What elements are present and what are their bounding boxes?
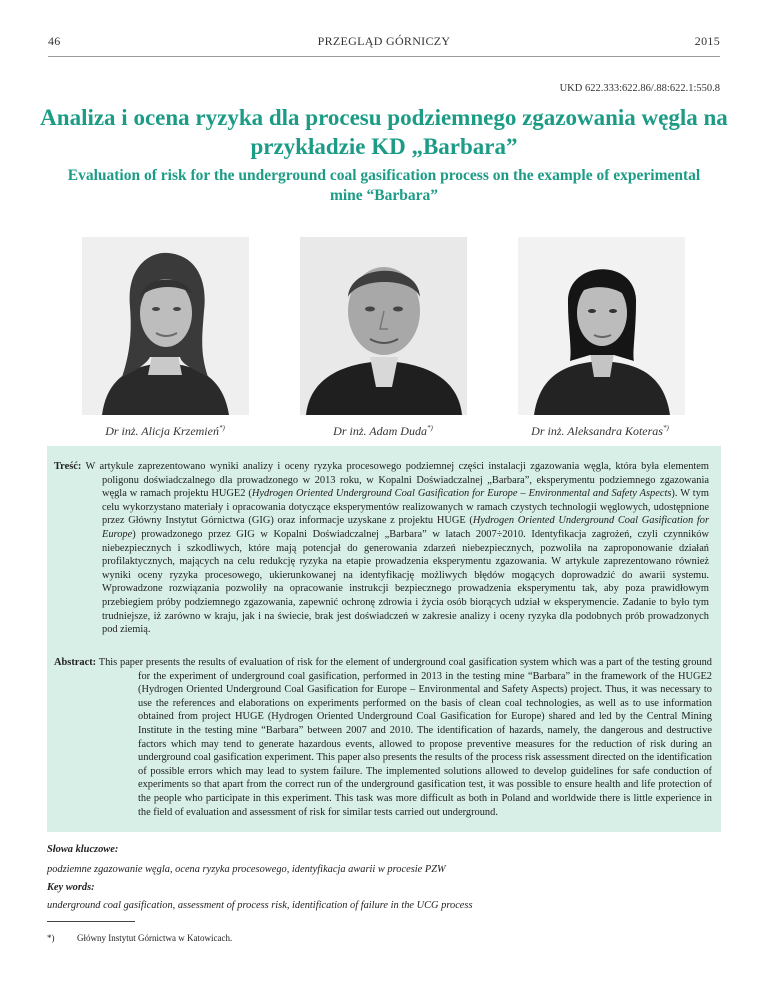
tresc-label: Treść: [54, 461, 82, 472]
affiliation-mark: *) [218, 424, 225, 432]
tresc-text-c: ) prowadzonego przez GIG w Kopalni Doświadczalnej „Barbara” w latach 2007÷2010. Identyfikacja zagrożeń, czyli czynników niebezpiecznych i szkodliwych, które mają potencjał do generowania zdarzeń niebezpiecznych, pozwoliła na zaproponowanie działań profilaktycznych, mających na celu redukcję ryzyka na etapie prowadzenia eksperymentu zgazowania. W artykule zaprezentowano również wyniki oceny ryzyka procesowego, ukierunkowanej na identyfikację możliwych błędów mogących doprowadzić do awarii systemu. Wprowadzone rozwiązania pozwoliły na opracowanie instrukcji bezpiecznego prowadzenia eksperymentu tak, aby poza prawidłowym przebiegiem próby podziemnego zgazowania, zapewnić ochronę zdrowia i życia osób biorących udział w eksperymencie. Zadanie to było tym trudniejsze, iż zarówno w kraju, jak i na świecie, brak jest doświadczeń w zakresie analizy i oceny ryzyka dla podobnych prób prowadzonych pod ziemią. [102, 528, 709, 636]
portrait-woman-1-image [82, 237, 249, 415]
journal-name: PRZEGLĄD GÓRNICZY [317, 34, 451, 48]
journal-year: 2015 [694, 34, 720, 48]
keywords-en-text: underground coal gasification, assessment of process risk, identification of failure in the UCG process [47, 900, 473, 911]
author-photo-duda [300, 237, 467, 415]
tresc-paragraph [54, 460, 709, 637]
tresc-text-a: W artykule zaprezentowano wyniki analizy i oceny ryzyka procesowego podziemnej części instalacji zgazowania węgla, która była elementem poligonu doświadczalnego dla prowadzonego w 2013 roku, w Kopalni Doświadczalnej „Barbara”, eksperymentu podziemnego zgazowania węgla w ramach projektu HUGE2 ( [81, 461, 709, 500]
tresc-italic-b: Hydrogen Oriented Underground Coal Gasification for Europe [102, 515, 709, 540]
ukd-code: UKD 622.333:622.86/.88:622.1:550.8 [559, 83, 720, 94]
footnote-mark: *) [47, 933, 55, 943]
footnote-rule [47, 921, 135, 922]
keywords-en-label: Key words: [47, 882, 95, 893]
keywords-pl-text: podziemne zgazowanie węgla, ocena ryzyka procesowego, identyfikacja awarii w procesie PZW [47, 864, 446, 875]
title-english: Evaluation of risk for the underground coal gasification process on the example of experimental mine “Barbara” [67, 167, 701, 204]
affiliation-mark: *) [426, 424, 433, 432]
abstract-label: Abstract: [54, 657, 97, 668]
page-number: 46 [48, 34, 61, 48]
abstract-text: This paper presents the results of evaluation of risk for the element of underground coal gasification system which was a part of the testing ground for the experiment of underground coal gasification, performed in 2013 in the testing mine “Barbara” in the framework of the HUGE2 (Hydrogen Oriented Underground Coal Gasification for Europe – Environmental and Safety Aspects) project. Thus, it was necessary to use the references and elaborations on experiments performed on the basis of clean coal technologies, as well as to use information obtained from project HUGE (Hydrogen Oriented Underground Coal Gasification for Europe) shared and led by the Central Mining Institute in the testing mine “Barbara” between 2007 and 2010. The identification of hazards, namely, the dangerous and destructive factors which may tend to generate hazardous events, allowed to propose preventive measures for the reduction of risk during an underground coal gasification experiment. This paper also presents the results of the process risk assessment directed on the identification of possible errors which may lead to system failure. The implemented solutions allowed to develop guidelines for safe conduction of experiments so that apart from the correct run of the underground gasification test, it was possible to ensure health and life protection of the people who participate in this experiment. This task was more difficult as both in Poland and worldwide there is little experience in the field of evaluation and assessment of risk for similar tests carried out underground. [96, 657, 712, 818]
keywords-pl-label: Słowa kluczowe: [47, 844, 119, 855]
author-photo-koteras [518, 237, 685, 415]
portrait-woman-2-image [518, 237, 685, 415]
portrait-man-image [300, 237, 467, 415]
author-photo-krzemien [82, 237, 249, 415]
header-rule [48, 56, 720, 57]
author-caption-2 [273, 424, 493, 439]
tresc-text-b: ). W tym celu wykorzystano materiały i opracowania dotyczące eksperymentów realizowanych w ramach czystych technologii węglowych, udostępnione przez Główny Instytut Górnictwa (GIG) oraz informacje uzyskane z projektu HUGE ( [102, 488, 709, 527]
abstract-paragraph [54, 656, 712, 819]
footnote-text: Główny Instytut Górnictwa w Katowicach. [77, 933, 233, 943]
author-name: Dr inż. Aleksandra Koteras [531, 424, 663, 438]
author-name: Dr inż. Adam Duda [333, 424, 427, 438]
author-caption-3 [490, 424, 710, 439]
title-polish: Analiza i ocena ryzyka dla procesu podziemnego zgazowania węgla na przykładzie KD „Barbara” [40, 105, 728, 159]
author-caption-1 [55, 424, 275, 439]
affiliation-mark: *) [662, 424, 669, 432]
footnote [47, 933, 232, 943]
author-name: Dr inż. Alicja Krzemień [105, 424, 219, 438]
tresc-italic-a: Hydrogen Oriented Underground Coal Gasification for Europe – Environmental and Safety Aspects [251, 488, 672, 500]
